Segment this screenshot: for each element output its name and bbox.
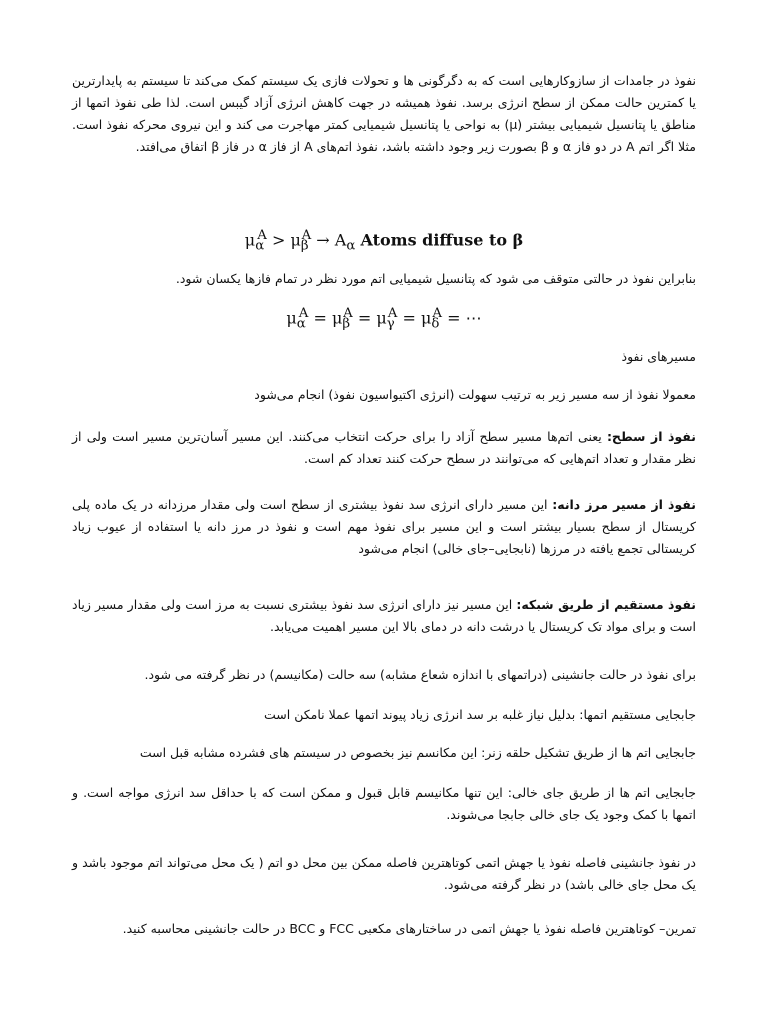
zener-ring-paragraph: جابجایی اتم ها از طریق تشکیل حلقه زنر: این مکانسم نیز بخصوص در سیستم های فشرده مشابه قبل است (139, 745, 696, 760)
substitutional-paragraph: برای نفوذ در حالت جانشینی (دراتمهای با اندازه شعاع مشابه) سه حالت (مکانیسم) در نظر گرفته می شود. (144, 667, 696, 682)
vacancy-mechanism-paragraph: جابجایی اتم ها از طریق جای خالی: این تنها مکانیسم قابل قبول و ممکن است که با حداقل سد انرژی مواجه است. و اتمها با کمک وجود یک جای خالی جابجا می‌شوند. (72, 785, 696, 822)
surface-diffusion-paragraph (72, 426, 696, 470)
equation-caption: Atoms diffuse to β (360, 230, 524, 250)
grain-boundary-paragraph (72, 494, 696, 560)
grain-boundary-title: نفوذ از مسیر مرز دانه: (552, 497, 696, 512)
direct-exchange-paragraph: جابجایی مستقیم اتمها: بدلیل نیاز غلبه بر سد انرژی زیاد پیوند اتمها عملا نامکن است (264, 707, 696, 722)
intro-paragraph: نفوذ در جامدات از سازوکارهایی است که به دگرگونی ها و تحولات فازی یک سیستم کمک می‌کند تا سیستم به پایدارترین یا کمترین حالت ممکن از سطح انرژی برسد. نفوذ همیشه در جهت کاهش انرژی آزاد گیبس است. لذا طی نفوذ اتمها از مناطق یا پتانسیل شیمیایی بیشتر (μ) به نواحی یا پتانسیل شیمیایی کمتر مهاجرت می کند و این نیروی محرکه نفوذ است. مثلا اگر اتم A در دو فاز α و β بصورت زیر وجود داشته باشد، نفوذ اتم‌های A از فاز α در فاز β اتفاق می‌افتد. (72, 73, 696, 154)
lattice-diffusion-paragraph (72, 594, 696, 638)
equilibrium-paragraph: بنابراین نفوذ در حالتی متوقف می شود که پتانسیل شیمیایی اتم مورد نظر در تمام فازها یکسان شود. (175, 271, 696, 286)
surface-diffusion-text: یعنی اتم‌ها مسیر سطح آزاد را برای حرکت انتخاب می‌کنند. این مسیر آسان‌ترین مسیر است ولی از نظر مقدار و تعداد اتم‌هایی که می‌توانند در سطح حرکت کنند تعداد کم است. (72, 429, 696, 466)
lattice-diffusion-title: نفوذ مستقیم از طریق شبکه: (516, 597, 697, 612)
exercise-paragraph: تمرین– کوتاهترین فاصله نفوذ یا جهش اتمی در ساختارهای مکعبی FCC و BCC در حالت جانشینی محاسبه کنید. (122, 921, 696, 936)
lattice-diffusion-text: این مسیر نیز دارای انرژی سد نفوذ بیشتری نسبت به مرز است ولی مقدار مسیر زیاد است و برای مواد تک کریستال یا درشت دانه در دمای بالا این مسیر اهمیت می‌یابد. (72, 597, 696, 634)
paths-intro-paragraph: معمولا نفوذ از سه مسیر زیر به ترتیب سهولت (انرژی اکتیواسیون نفوذ) انجام می‌شود (254, 387, 696, 402)
equation-equilibrium: $\mu_\alpha^A = \mu_\beta^A = \mu_\gamma^A = \mu_\delta^A$ = ⋯ (286, 306, 482, 332)
surface-diffusion-title: نفوذ از سطح: (606, 429, 696, 444)
section-heading: مسیرهای نفوذ (621, 349, 696, 364)
grain-boundary-text: این مسیر دارای انرژی سد نفوذ بیشتری از سطح است ولی مقدار مرزدانه در یک ماده پلی کریستال از سطح بسیار بیشتر است و این مسیر برای نفوذ مهم است و نفوذ در مرز دانه یا استفاده از عیوب زیاد کریستالی تجمع یافته در مرزها (نابجایی–جای خالی) انجام می‌شود (72, 497, 696, 556)
equation-tail: = ⋯ (447, 308, 482, 328)
jump-distance-paragraph: در نفوذ جانشینی فاصله نفوذ یا جهش اتمی کوتاهترین فاصله ممکن بین محل دو اتم ( یک محل می‌تواند اتم موجود باشد و یک محل جای خالی باشد) در نظر گرفته می‌شود. (72, 855, 696, 892)
equation-chemical-potential: $\mu_\alpha^A > \mu_\beta^A \to A_\alpha$ Atoms diffuse to β (244, 228, 524, 254)
